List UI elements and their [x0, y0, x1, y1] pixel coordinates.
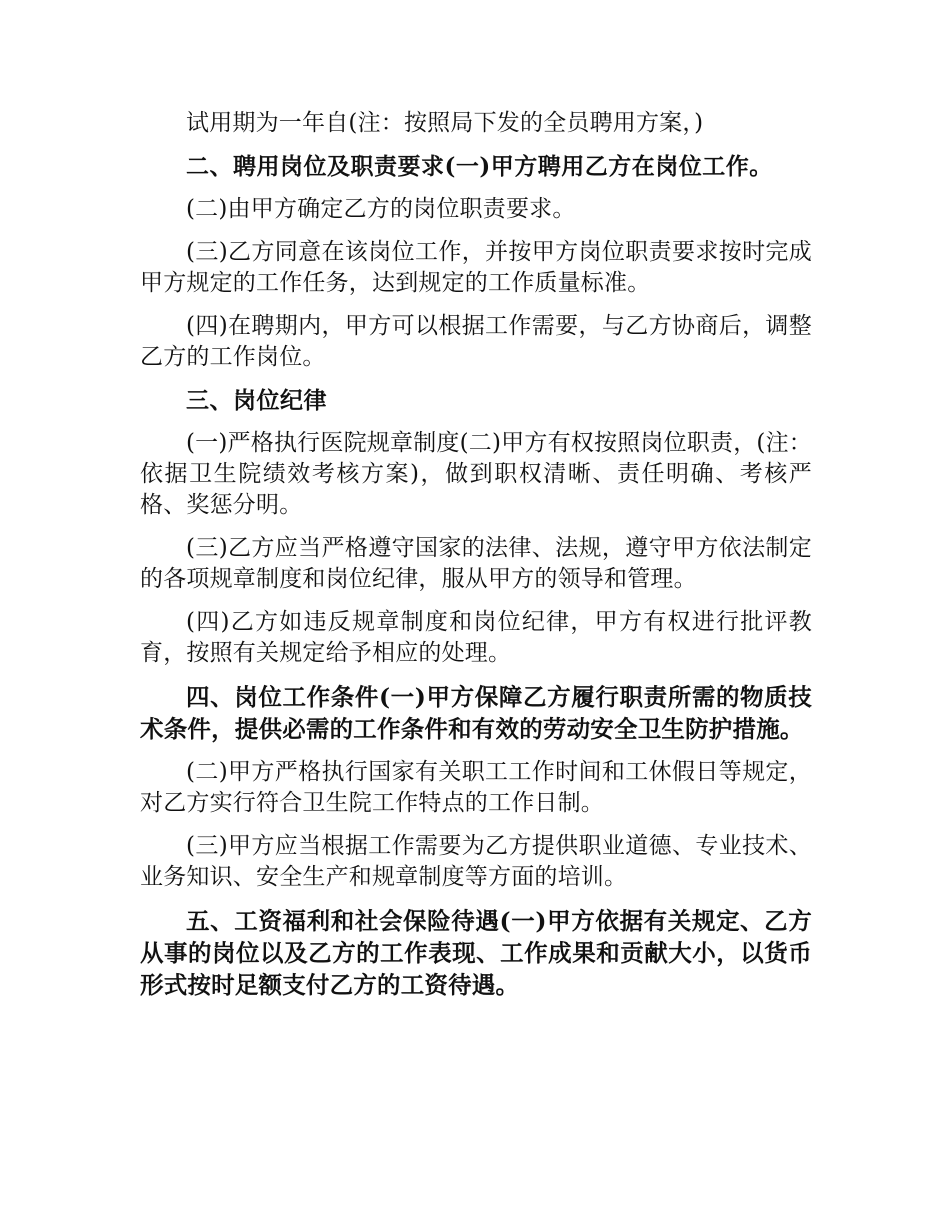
section-heading-4: 四、岗位工作条件(一)甲方保障乙方履行职责所需的物质技术条件，提供必需的工作条件和有效的劳动安全卫生防护措施。	[140, 683, 812, 743]
paragraph-3-1: (一)严格执行医院规章制度(二)甲方有权按照岗位职责，(注：依据卫生院绩效考核方案)，做到职权清晰、责任明确、考核严格、奖惩分明。	[140, 430, 812, 518]
paragraph-4-3: (三)甲方应当根据工作需要为乙方提供职业道德、专业技术、业务知识、安全生产和规章制度等方面的培训。	[140, 833, 812, 890]
paragraph-3-3: (三)乙方应当严格遵守国家的法律、法规，遵守甲方依法制定的各项规章制度和岗位纪律，服从甲方的领导和管理。	[140, 535, 812, 592]
paragraph-3-4: (四)乙方如违反规章制度和岗位纪律，甲方有权进行批评教育，按照有关规定给予相应的处理。	[140, 609, 812, 666]
paragraph-probation: 试用期为一年自(注：按照局下发的全员聘用方案，)	[186, 110, 704, 136]
paragraph-4-2: (二)甲方严格执行国家有关职工工作时间和工休假日等规定，对乙方实行符合卫生院工作特点的工作日制。	[140, 759, 812, 816]
document-page	[140, 108, 812, 1013]
section-heading-5: 五、工资福利和社会保险待遇(一)甲方依据有关规定、乙方从事的岗位以及乙方的工作表现、工作成果和贡献大小，以货币形式按时足额支付乙方的工资待遇。	[140, 907, 812, 999]
paragraph-2-2: (二)由甲方确定乙方的岗位职责要求。	[186, 196, 576, 222]
section-heading-2: 二、聘用岗位及职责要求(一)甲方聘用乙方在岗位工作。	[186, 153, 773, 180]
paragraph-2-3: (三)乙方同意在该岗位工作，并按甲方岗位职责要求按时完成甲方规定的工作任务，达到规定的工作质量标准。	[140, 239, 812, 296]
section-heading-3: 三、岗位纪律	[186, 387, 327, 414]
paragraph-2-4: (四)在聘期内，甲方可以根据工作需要，与乙方协商后，调整乙方的工作岗位。	[140, 313, 812, 370]
